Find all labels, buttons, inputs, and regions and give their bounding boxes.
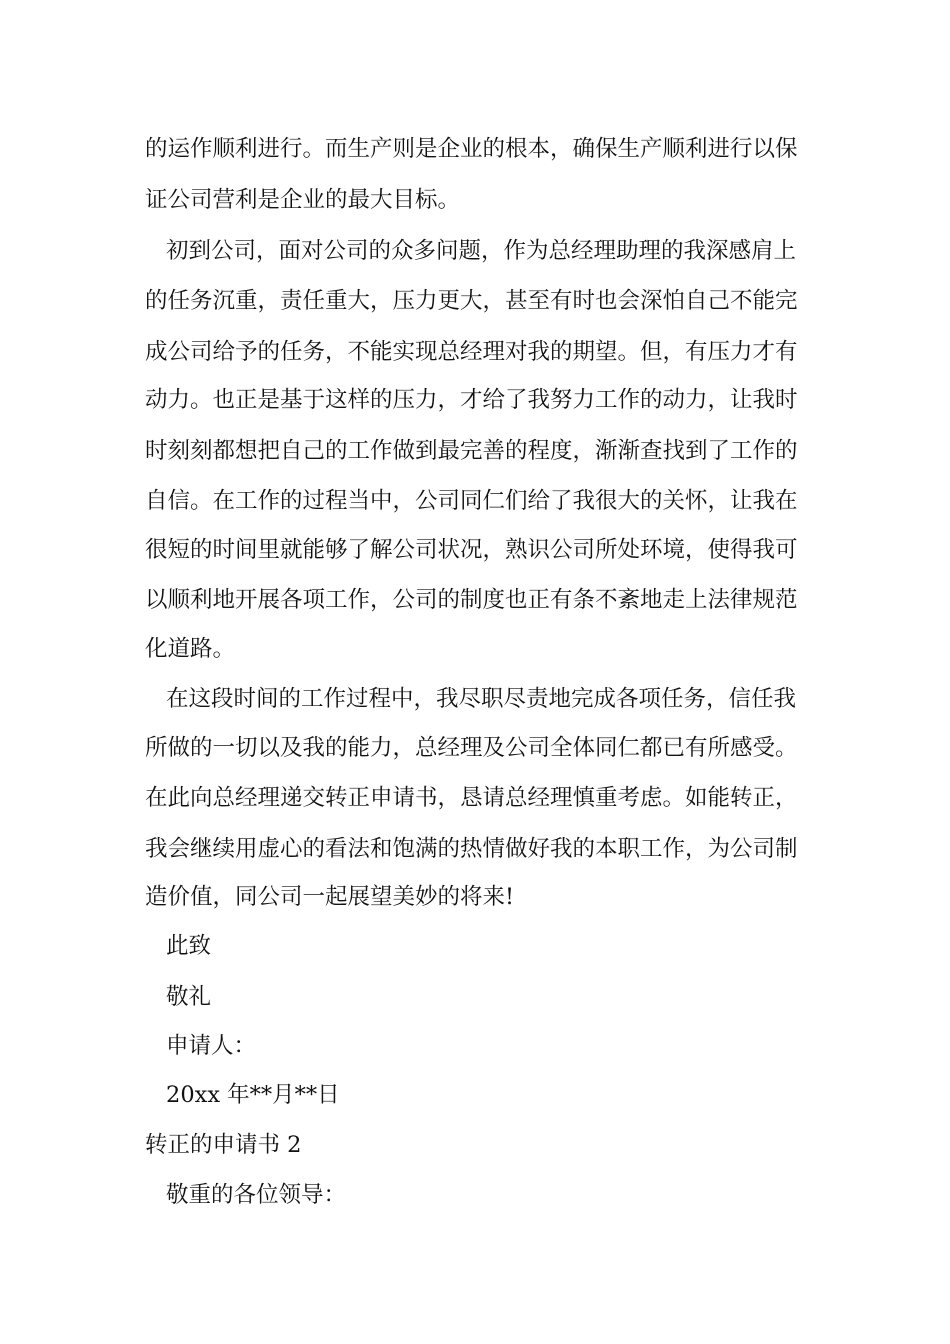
paragraph-line: 以顺利地开展各项工作，公司的制度也正有条不紊地走上法律规范 xyxy=(145,587,798,613)
paragraph-line: 在这段时间的工作过程中，我尽职尽责地完成各项任务，信任我 xyxy=(166,686,797,712)
paragraph-line: 在此向总经理递交转正申请书，恳请总经理慎重考虑。如能转正， xyxy=(145,785,798,811)
paragraph-line: 时刻刻都想把自己的工作做到最完善的程度，渐渐查找到了工作的 xyxy=(145,438,798,464)
paragraph-line: 动力。也正是基于这样的压力，才给了我努力工作的动力，让我时 xyxy=(145,387,798,413)
section-title: 转正的申请书 2 xyxy=(145,1132,302,1158)
paragraph-line: 成公司给予的任务，不能实现总经理对我的期望。但，有压力才有 xyxy=(145,339,798,365)
salutation-line: 此致 xyxy=(166,933,212,959)
salutation-line: 敬礼 xyxy=(166,984,212,1010)
paragraph-line: 很短的时间里就能够了解公司状况，熟识公司所处环境，使得我可 xyxy=(145,537,798,563)
paragraph-line: 的任务沉重，责任重大，压力更大，甚至有时也会深怕自己不能完 xyxy=(145,288,798,314)
paragraph-line: 的运作顺利进行。而生产则是企业的根本，确保生产顺利进行以保 xyxy=(145,136,798,162)
date-line: 20xx 年**月**日 xyxy=(166,1082,340,1108)
paragraph-line: 化道路。 xyxy=(145,636,236,662)
greeting-line: 敬重的各位领导： xyxy=(166,1182,347,1208)
paragraph-line: 证公司营利是企业的最大目标。 xyxy=(145,187,461,213)
applicant-line: 申请人： xyxy=(166,1033,257,1059)
paragraph-line: 我会继续用虚心的看法和饱满的热情做好我的本职工作，为公司制 xyxy=(145,836,798,862)
paragraph-line: 初到公司，面对公司的众多问题，作为总经理助理的我深感肩上 xyxy=(166,238,797,264)
paragraph-line: 所做的一切以及我的能力，总经理及公司全体同仁都已有所感受。 xyxy=(145,735,798,761)
paragraph-line: 自信。在工作的过程当中，公司同仁们给了我很大的关怀，让我在 xyxy=(145,488,798,514)
paragraph-line: 造价值，同公司一起展望美妙的将来! xyxy=(145,884,515,910)
